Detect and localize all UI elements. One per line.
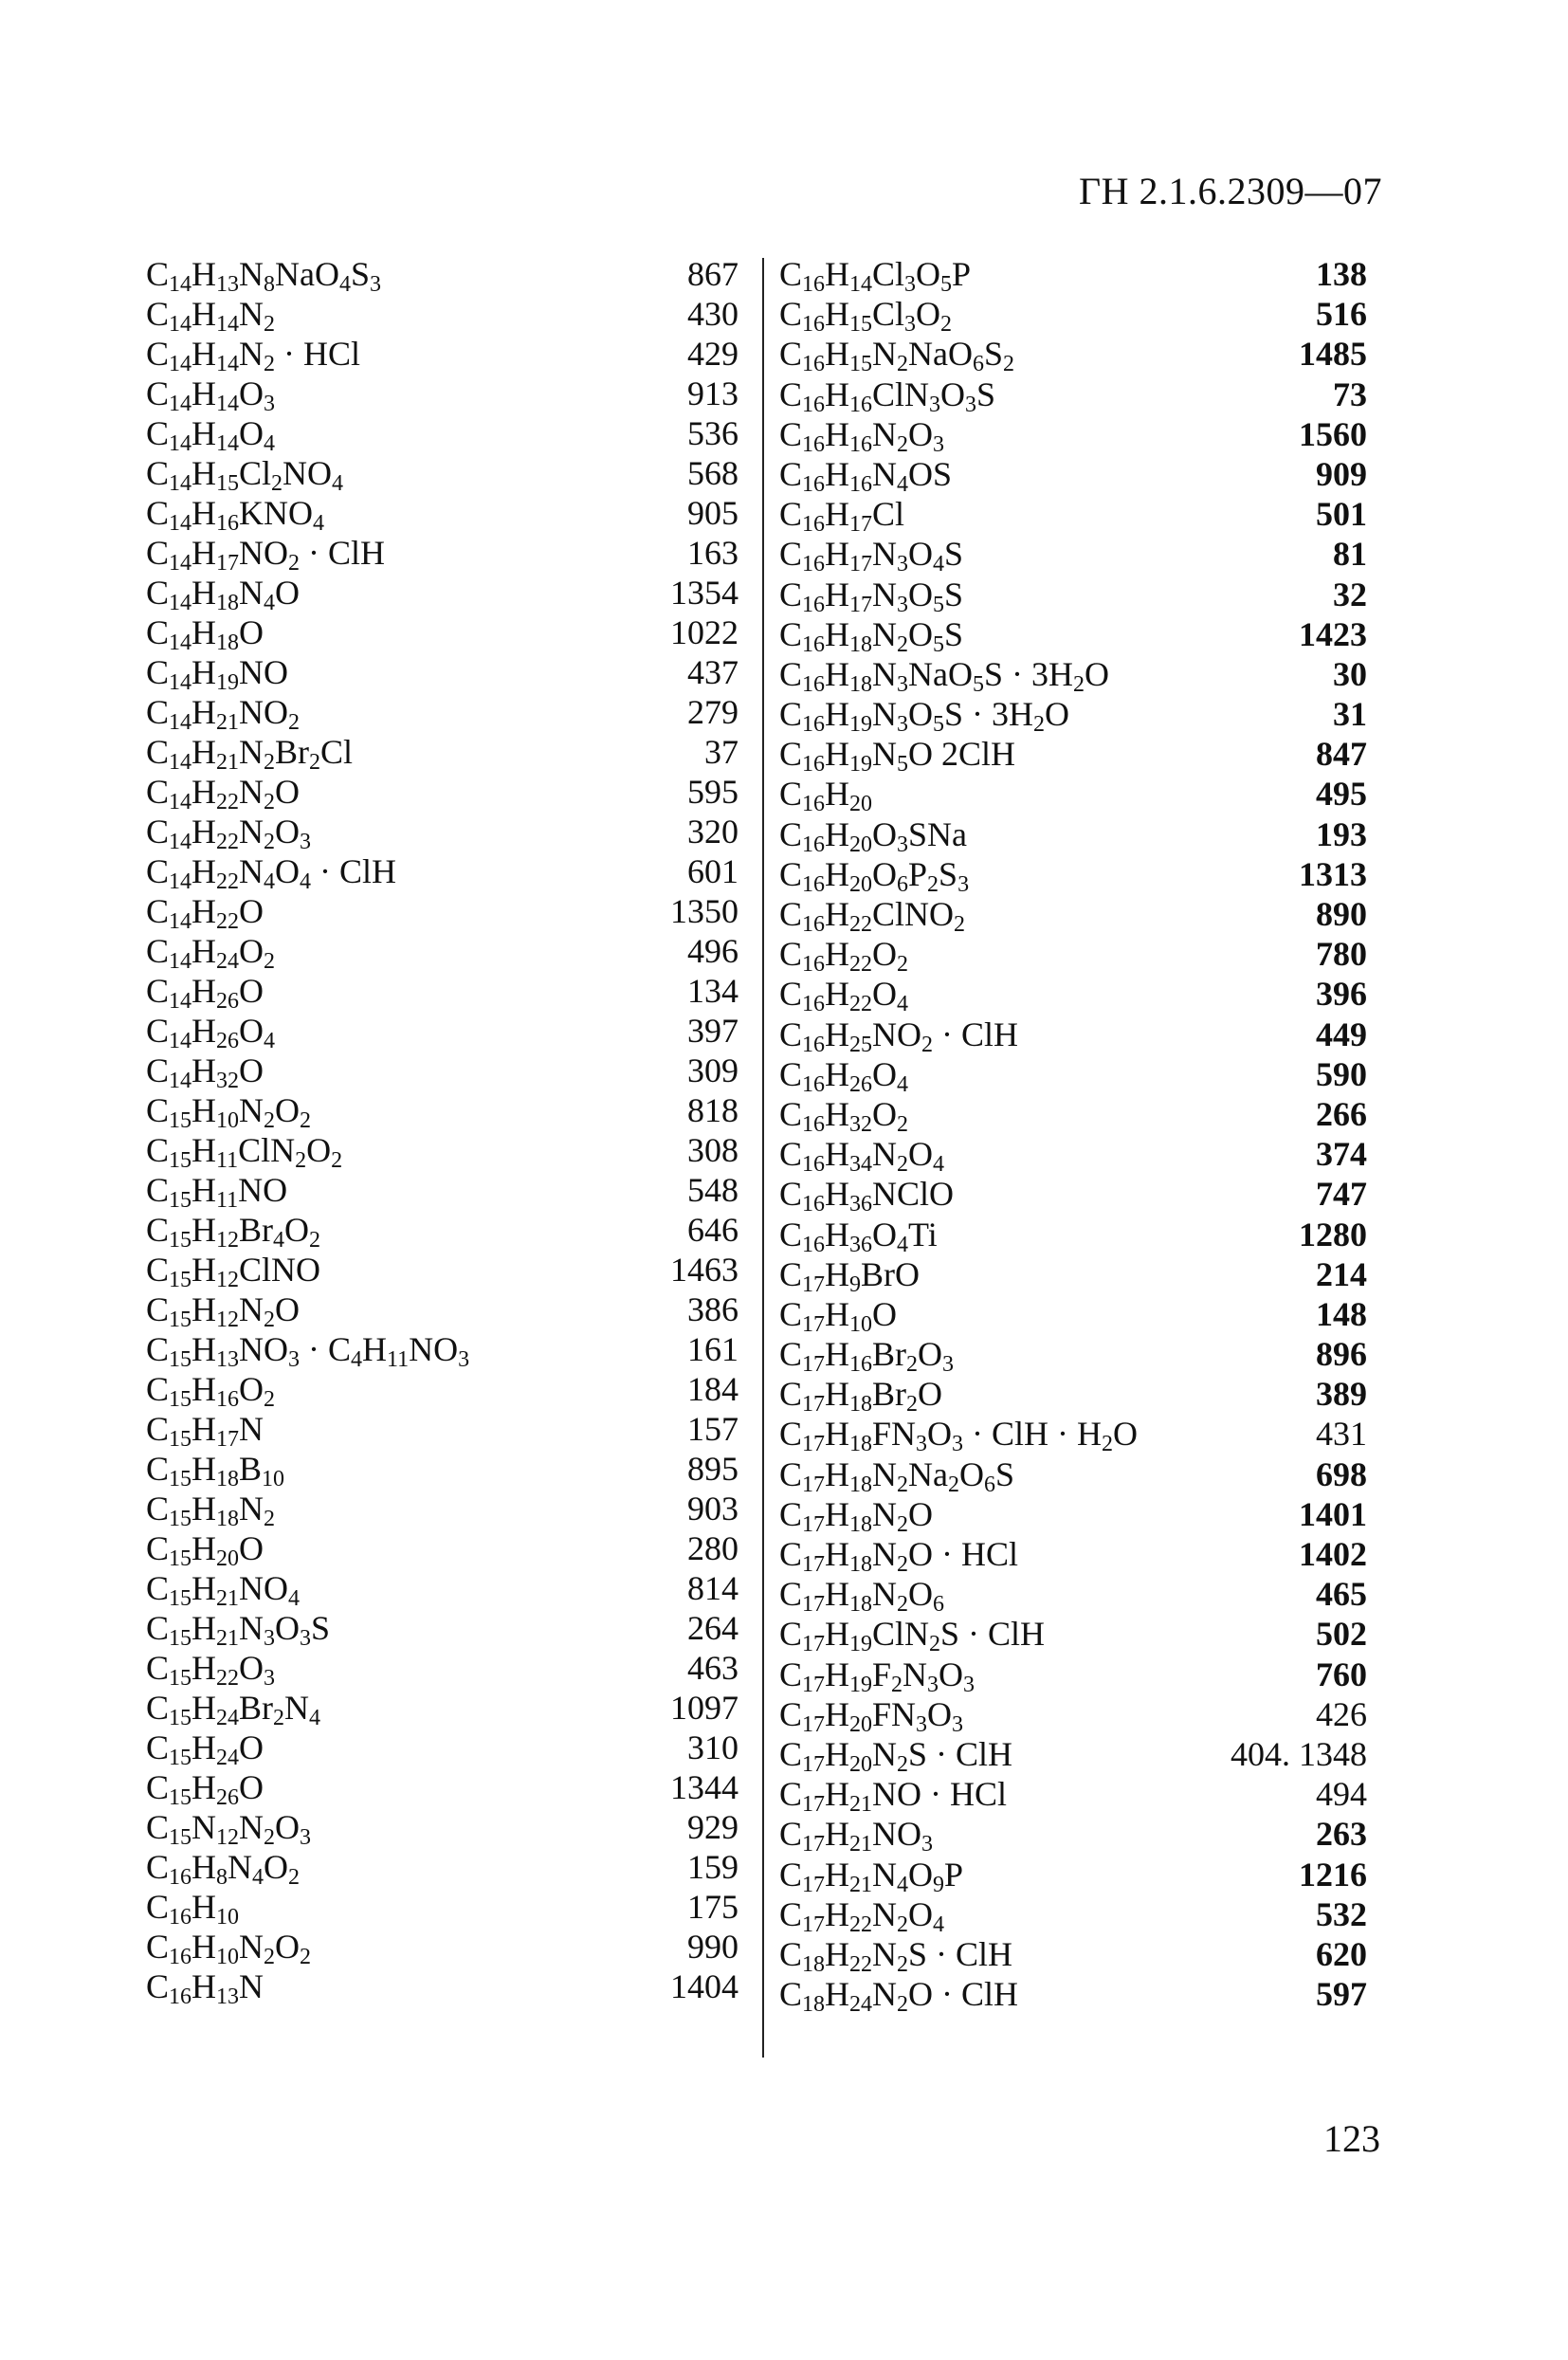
reference-number: 502 <box>1316 1615 1367 1654</box>
formula-row <box>146 533 738 576</box>
reference-number: 279 <box>687 693 738 731</box>
reference-number: 909 <box>1316 454 1367 493</box>
chemical-formula: $C_{14}H_{14}N_2$ <box>146 295 276 337</box>
chemical-formula: $C_{15}H_{12}ClNO$ <box>146 1251 321 1292</box>
formula-row <box>146 254 738 297</box>
formula-row <box>779 1734 1367 1777</box>
formula-row <box>146 1449 738 1489</box>
reference-number: 431 <box>1316 1415 1367 1454</box>
reference-number: 30 <box>1333 654 1367 693</box>
reference-number: 429 <box>687 335 738 373</box>
formula-row <box>779 1774 1367 1818</box>
formula-row <box>779 1174 1367 1217</box>
reference-number: 590 <box>1316 1054 1367 1093</box>
reference-number: 134 <box>687 972 738 1010</box>
chemical-formula: $C_{17}H_{21}N_4O_9P$ <box>779 1855 964 1897</box>
formula-row <box>779 375 1367 417</box>
chemical-formula: $C_{16}H_{32}O_2$ <box>779 1094 909 1137</box>
chemical-formula: $C_{17}H_{21}NO$ · HCl <box>779 1775 1008 1818</box>
formula-row <box>146 1568 738 1611</box>
formula-row <box>779 1534 1367 1577</box>
formula-row <box>779 694 1367 738</box>
chemical-formula: $C_{15}H_{11}NO$ <box>146 1171 288 1213</box>
reference-number: 780 <box>1316 935 1367 974</box>
reference-number: 465 <box>1316 1575 1367 1614</box>
chemical-formula: $C_{14}H_{24}O_2$ <box>146 932 276 974</box>
chemical-formula: $C_{17}H_{20}FN_3O_3$ <box>779 1694 964 1737</box>
formula-row <box>779 454 1367 497</box>
reference-number: 81 <box>1333 535 1367 574</box>
formula-row <box>779 1694 1367 1737</box>
reference-number: 280 <box>687 1529 738 1567</box>
reference-number: 266 <box>1316 1094 1367 1133</box>
chemical-formula: $C_{16}H_{18}N_2O_5S$ <box>779 614 964 657</box>
reference-number: 847 <box>1316 735 1367 774</box>
formula-row <box>146 1728 738 1770</box>
formula-row <box>146 1967 738 2009</box>
chemical-formula: $C_{15}H_{24}O$ <box>146 1729 264 1770</box>
formula-row <box>146 1528 738 1571</box>
formula-row <box>779 814 1367 857</box>
reference-number: 501 <box>1316 495 1367 534</box>
formula-row <box>146 1847 738 1890</box>
chemical-formula: $C_{14}H_{22}N_2O$ <box>146 773 301 814</box>
formula-row <box>146 1051 738 1093</box>
chemical-formula: $C_{16}H_{14}Cl_3O_5P$ <box>779 255 972 297</box>
formula-row <box>146 1170 738 1213</box>
formula-row <box>779 854 1367 897</box>
formula-row <box>779 1334 1367 1378</box>
reference-number: 929 <box>687 1808 738 1846</box>
page-number: 123 <box>1323 2117 1380 2160</box>
document-code-header: ГН 2.1.6.2309—07 <box>1078 170 1382 212</box>
chemical-formula: $C_{17}H_{18}N_2O$ <box>779 1494 934 1537</box>
chemical-formula: $C_{16}H_{10}$ <box>146 1888 240 1930</box>
chemical-formula: $C_{14}H_{14}O_4$ <box>146 414 276 456</box>
chemical-formula: $C_{17}H_{18}Br_2O$ <box>779 1375 943 1418</box>
formula-row <box>146 1130 738 1173</box>
formula-row <box>146 413 738 456</box>
chemical-formula: $C_{14}H_{15}Cl_2NO_4$ <box>146 454 344 496</box>
reference-number: 1216 <box>1299 1855 1367 1893</box>
reference-number: 437 <box>687 653 738 691</box>
reference-number: 1404 <box>670 1967 738 2005</box>
formula-row <box>779 1614 1367 1657</box>
chemical-formula: $C_{16}H_{22}O_4$ <box>779 975 909 1017</box>
formula-row <box>146 1290 738 1332</box>
reference-number: 890 <box>1316 895 1367 933</box>
reference-number: 463 <box>687 1649 738 1687</box>
chemical-formula: $C_{14}H_{26}O$ <box>146 972 264 1014</box>
chemical-formula: $C_{14}H_{22}O$ <box>146 892 264 934</box>
chemical-formula: $C_{17}H_{18}N_2Na_2O_6S$ <box>779 1454 1015 1497</box>
chemical-formula: $C_{15}H_{18}N_2$ <box>146 1490 276 1531</box>
reference-number: 32 <box>1333 575 1367 613</box>
formula-row <box>146 294 738 337</box>
chemical-formula: $C_{16}H_{17}N_3O_4S$ <box>779 535 964 577</box>
reference-number: 214 <box>1316 1254 1367 1293</box>
chemical-formula: $C_{15}H_{21}NO_4$ <box>146 1569 301 1611</box>
formula-row <box>779 1655 1367 1697</box>
chemical-formula: $C_{17}H_{19}ClN_2S$ · ClH <box>779 1615 1046 1657</box>
formula-row <box>146 772 738 812</box>
chemical-formula: $C_{16}H_{25}NO_2$ · ClH <box>779 1015 1019 1057</box>
reference-number: 1022 <box>670 613 738 651</box>
chemical-formula: $C_{14}H_{32}O$ <box>146 1052 264 1093</box>
column-divider <box>762 258 764 2058</box>
formula-row <box>779 734 1367 778</box>
formula-row <box>146 374 738 416</box>
formula-row <box>146 1250 738 1290</box>
formula-row <box>779 254 1367 297</box>
reference-number: 31 <box>1333 695 1367 734</box>
reference-number: 896 <box>1316 1335 1367 1374</box>
reference-number: 320 <box>687 813 738 851</box>
reference-number: 1401 <box>1299 1494 1367 1533</box>
reference-number: 309 <box>687 1052 738 1089</box>
reference-number: 548 <box>687 1171 738 1209</box>
formula-row <box>146 1608 738 1651</box>
reference-number: 396 <box>1316 975 1367 1014</box>
reference-number: 913 <box>687 375 738 412</box>
chemical-formula: $C_{16}H_{20}O_3SNa$ <box>779 814 968 857</box>
chemical-formula: $C_{15}H_{13}NO_3 \cdot C_4H_{11}NO_3$ <box>146 1330 470 1372</box>
formula-row <box>779 294 1367 338</box>
formula-row <box>146 1927 738 1967</box>
formula-row <box>779 1855 1367 1897</box>
formula-row <box>146 732 738 775</box>
reference-number: 747 <box>1316 1175 1367 1214</box>
formula-row <box>146 1329 738 1372</box>
formula-row <box>779 1134 1367 1178</box>
chemical-formula: $C_{14}H_{21}NO_2$ <box>146 693 301 735</box>
reference-number: 814 <box>687 1569 738 1607</box>
chemical-formula: $C_{14}H_{22}N_4O_4$ · ClH <box>146 852 397 894</box>
reference-number: 389 <box>1316 1375 1367 1414</box>
chemical-formula: $C_{14}H_{14}N_2$ · HCl <box>146 335 361 376</box>
reference-number: 620 <box>1316 1934 1367 1973</box>
formula-row <box>146 493 738 536</box>
reference-number: 310 <box>687 1729 738 1766</box>
chemical-formula: $C_{17}H_{16}Br_2O_3$ <box>779 1335 955 1378</box>
chemical-formula: $C_{16}H_{13}N$ <box>146 1967 264 2009</box>
reference-number: 595 <box>687 773 738 811</box>
formula-row <box>146 971 738 1014</box>
chemical-formula: $C_{16}H_{34}N_2O_4$ <box>779 1135 945 1178</box>
formula-row <box>779 1215 1367 1257</box>
chemical-formula: $C_{16}H_{22}O_2$ <box>779 935 909 978</box>
reference-number: 1313 <box>1299 854 1367 893</box>
reference-number: 646 <box>687 1211 738 1249</box>
chemical-formula: $C_{15}N_{12}N_2O_3$ <box>146 1808 312 1850</box>
formula-row <box>146 1369 738 1412</box>
formula-row <box>779 494 1367 538</box>
chemical-formula: $C_{16}H_8N_4O_2$ <box>146 1848 301 1890</box>
formula-row <box>779 1015 1367 1057</box>
reference-number: 163 <box>687 534 738 572</box>
reference-number: 161 <box>687 1330 738 1368</box>
chemical-formula: $C_{14}H_{22}N_2O_3$ <box>146 813 312 854</box>
reference-number: 698 <box>1316 1454 1367 1493</box>
reference-number: 601 <box>687 852 738 890</box>
chemical-formula: $C_{16}H_{20}$ <box>779 775 873 817</box>
chemical-formula: $C_{17}H_{18}N_2O_6$ <box>779 1575 945 1618</box>
chemical-formula: $C_{15}H_{21}N_3O_3S$ <box>146 1609 331 1651</box>
chemical-formula: $C_{16}H_{17}Cl$ <box>779 495 905 538</box>
reference-number: 903 <box>687 1490 738 1528</box>
reference-number: 1560 <box>1299 414 1367 453</box>
chemical-formula: $C_{18}H_{24}N_2O$ · ClH <box>779 1975 1019 2018</box>
reference-number: 532 <box>1316 1894 1367 1933</box>
chemical-formula: $C_{16}H_{16}ClN_3O_3S$ <box>779 375 996 417</box>
reference-number: 568 <box>687 454 738 492</box>
reference-number: 264 <box>687 1609 738 1647</box>
chemical-formula: $C_{16}H_{18}N_3NaO_5S \cdot 3H_2O$ <box>779 654 1110 697</box>
reference-number: 374 <box>1316 1135 1367 1174</box>
chemical-formula: $C_{16}H_{15}Cl_3O_2$ <box>779 295 953 338</box>
formula-row <box>146 1688 738 1728</box>
formula-row <box>146 1090 738 1133</box>
reference-number: 449 <box>1316 1015 1367 1053</box>
formula-row <box>146 692 738 735</box>
chemical-formula: $C_{17}H_9BrO$ <box>779 1254 921 1297</box>
chemical-formula: $C_{17}H_{20}N_2S$ · ClH <box>779 1734 1013 1777</box>
reference-number: 1354 <box>670 574 738 612</box>
chemical-formula: $C_{17}H_{18}N_2O$ · HCl <box>779 1535 1019 1577</box>
chemical-formula: $C_{16}H_{19}N_3O_5S \cdot 3H_2O$ <box>779 695 1070 738</box>
reference-number: 516 <box>1316 295 1367 334</box>
formula-row <box>146 1767 738 1810</box>
reference-number: 175 <box>687 1888 738 1926</box>
reference-number: 990 <box>687 1928 738 1966</box>
chemical-formula: $C_{16}H_{10}N_2O_2$ <box>146 1928 312 1969</box>
formula-row <box>779 614 1367 657</box>
formula-row <box>146 573 738 613</box>
reference-number: 430 <box>687 295 738 333</box>
reference-number: 597 <box>1316 1975 1367 2014</box>
reference-number: 157 <box>687 1410 738 1448</box>
formula-row <box>779 1374 1367 1418</box>
reference-number: 1280 <box>1299 1215 1367 1253</box>
reference-number: 148 <box>1316 1294 1367 1333</box>
reference-number: 308 <box>687 1131 738 1169</box>
reference-number: 184 <box>687 1370 738 1408</box>
chemical-formula: $C_{16}H_{19}N_5O$ 2ClH <box>779 735 1016 778</box>
chemical-formula: $C_{15}H_{10}N_2O_2$ <box>146 1091 312 1133</box>
chemical-formula: $C_{15}H_{12}N_2O$ <box>146 1290 301 1332</box>
chemical-formula: $C_{16}H_{20}O_6P_2S_3$ <box>779 854 970 897</box>
chemical-formula: $C_{14}H_{18}O$ <box>146 613 264 655</box>
chemical-formula: $C_{16}H_{16}N_2O_3$ <box>779 414 945 457</box>
formula-row <box>779 1254 1367 1297</box>
formula-row <box>146 453 738 496</box>
formula-row <box>779 774 1367 817</box>
formula-row <box>779 1814 1367 1857</box>
formula-row <box>779 1454 1367 1497</box>
reference-number: 386 <box>687 1290 738 1328</box>
formula-row <box>146 1409 738 1452</box>
formula-row <box>779 575 1367 617</box>
reference-number: 159 <box>687 1848 738 1886</box>
formula-row <box>146 1648 738 1691</box>
reference-number: 1344 <box>670 1768 738 1806</box>
left-formula-column <box>146 254 738 2009</box>
formula-row <box>146 931 738 974</box>
chemical-formula: $C_{14}H_{14}O_3$ <box>146 375 276 416</box>
formula-row <box>146 613 738 655</box>
formula-row <box>779 894 1367 937</box>
reference-number: 73 <box>1333 375 1367 413</box>
right-formula-column <box>779 254 1367 2018</box>
chemical-formula: $C_{14}H_{16}KNO_4$ <box>146 494 325 536</box>
formula-row <box>779 1934 1367 1977</box>
formula-row <box>146 891 738 934</box>
reference-number: 1485 <box>1299 335 1367 374</box>
chemical-formula: $C_{16}H_{36}NClO$ <box>779 1175 955 1217</box>
formula-row <box>779 934 1367 978</box>
reference-number: 1463 <box>670 1251 738 1289</box>
chemical-formula: $C_{17}H_{19}F_2N_3O_3$ <box>779 1655 975 1697</box>
formula-row <box>779 654 1367 697</box>
reference-number: 37 <box>704 733 738 771</box>
reference-number: 263 <box>1316 1815 1367 1854</box>
formula-row <box>779 1894 1367 1937</box>
chemical-formula: $C_{15}H_{20}O$ <box>146 1529 264 1571</box>
formula-row <box>779 1094 1367 1137</box>
formula-row <box>779 1294 1367 1337</box>
reference-number: 1402 <box>1299 1535 1367 1573</box>
reference-number: 397 <box>687 1012 738 1050</box>
reference-number: 404. 1348 <box>1231 1734 1367 1773</box>
formula-row <box>779 1974 1367 2018</box>
chemical-formula: $C_{15}H_{22}O_3$ <box>146 1649 276 1691</box>
chemical-formula: $C_{16}H_{26}O_4$ <box>779 1054 909 1097</box>
formula-row <box>779 414 1367 457</box>
reference-number: 536 <box>687 414 738 452</box>
reference-number: 1350 <box>670 892 738 930</box>
chemical-formula: $C_{15}H_{12}Br_4O_2$ <box>146 1211 321 1253</box>
chemical-formula: $C_{15}H_{11}ClN_2O_2$ <box>146 1131 343 1173</box>
formula-row <box>146 1887 738 1930</box>
formula-row <box>779 974 1367 1017</box>
formula-row <box>779 1414 1367 1457</box>
reference-number: 818 <box>687 1091 738 1129</box>
chemical-formula: $C_{15}H_{18}B_{10}$ <box>146 1450 285 1491</box>
chemical-formula: $C_{14}H_{21}N_2Br_2Cl$ <box>146 733 354 775</box>
reference-number: 495 <box>1316 775 1367 814</box>
formula-row <box>146 334 738 374</box>
chemical-formula: $C_{15}H_{16}O_2$ <box>146 1370 276 1412</box>
chemical-formula: $C_{16}H_{17}N_3O_5S$ <box>779 575 964 617</box>
reference-number: 494 <box>1316 1775 1367 1814</box>
reference-number: 1097 <box>670 1689 738 1727</box>
formula-row <box>779 1574 1367 1618</box>
formula-row <box>146 851 738 894</box>
chemical-formula: $C_{16}H_{16}N_4OS$ <box>779 454 953 497</box>
reference-number: 426 <box>1316 1694 1367 1733</box>
chemical-formula: $C_{17}H_{22}N_2O_4$ <box>779 1894 945 1937</box>
formula-row <box>146 652 738 695</box>
formula-row <box>779 1494 1367 1537</box>
formula-row <box>779 334 1367 377</box>
formula-row <box>146 1011 738 1051</box>
reference-number: 760 <box>1316 1655 1367 1693</box>
chemical-formula: $C_{17}H_{18}FN_3O_3$ · ClH · $H_2O$ <box>779 1415 1139 1457</box>
chemical-formula: $C_{14}H_{18}N_4O$ <box>146 574 301 615</box>
chemical-formula: $C_{16}H_{36}O_4Ti$ <box>779 1215 938 1257</box>
reference-number: 895 <box>687 1450 738 1488</box>
chemical-formula: $C_{15}H_{24}Br_2N_4$ <box>146 1689 321 1730</box>
chemical-formula: $C_{15}H_{26}O$ <box>146 1768 264 1810</box>
chemical-formula: $C_{14}H_{17}NO_2$ · ClH <box>146 534 386 576</box>
reference-number: 496 <box>687 932 738 970</box>
chemical-formula: $C_{15}H_{17}N$ <box>146 1410 264 1452</box>
reference-number: 1423 <box>1299 614 1367 653</box>
reference-number: 138 <box>1316 255 1367 293</box>
formula-row <box>779 1054 1367 1097</box>
chemical-formula: $C_{18}H_{22}N_2S$ · ClH <box>779 1934 1013 1977</box>
formula-row <box>779 534 1367 577</box>
formula-row <box>146 812 738 854</box>
chemical-formula: $C_{16}H_{22}ClNO_2$ <box>779 895 966 937</box>
formula-row <box>146 1489 738 1531</box>
chemical-formula: $C_{14}H_{26}O_4$ <box>146 1012 276 1053</box>
chemical-formula: $C_{17}H_{21}NO_3$ <box>779 1815 934 1857</box>
reference-number: 905 <box>687 494 738 532</box>
reference-number: 193 <box>1316 814 1367 853</box>
chemical-formula: $C_{14}H_{19}NO$ <box>146 653 289 695</box>
formula-row <box>146 1807 738 1850</box>
reference-number: 867 <box>687 255 738 293</box>
chemical-formula: $C_{17}H_{10}O$ <box>779 1294 898 1337</box>
chemical-formula: $C_{14}H_{13}N_8NaO_4S_3$ <box>146 255 382 297</box>
formula-row <box>146 1210 738 1253</box>
chemical-formula: $C_{16}H_{15}N_2NaO_6S_2$ <box>779 335 1015 377</box>
